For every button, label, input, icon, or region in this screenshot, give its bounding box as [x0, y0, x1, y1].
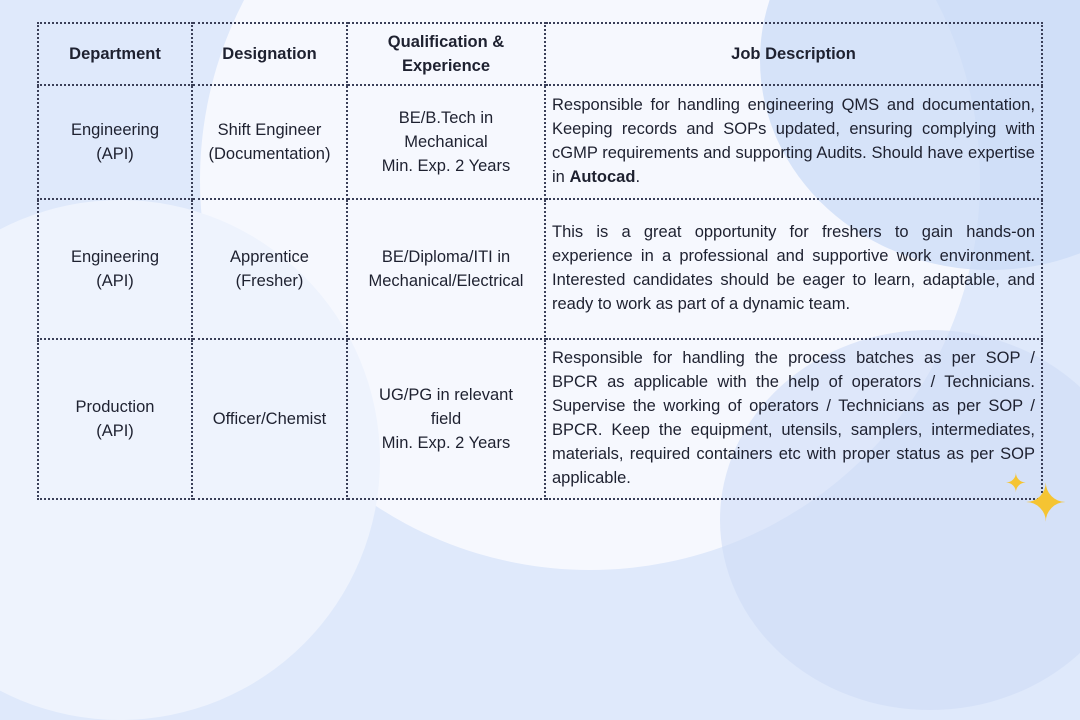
department-cell: Engineering (API) [38, 199, 192, 339]
table-header-row [38, 23, 1042, 85]
sparkle-icon: ✦ [1005, 468, 1027, 498]
table-row [38, 85, 1042, 199]
table-row [38, 339, 1042, 499]
job-description-cell: This is a great opportunity for freshers to gain hands-on experience in a professional and supportive work environment. Interested candidates should be eager to learn, adaptable, and ready to work as part of a dynamic team. [545, 199, 1042, 339]
table-row [38, 199, 1042, 339]
job-description-cell: Responsible for handling engineering QMS and documentation, Keeping records and SOPs updated, ensuring complying with cGMP requirements and supporting Audits. Should have expertise in Autocad. [545, 85, 1042, 199]
department-cell: Production (API) [38, 339, 192, 499]
qualification-cell: BE/B.Tech in Mechanical Min. Exp. 2 Years [347, 85, 545, 199]
header-qualification: Qualification & Experience [347, 23, 545, 85]
designation-cell: Apprentice (Fresher) [192, 199, 347, 339]
header-job-description: Job Description [545, 23, 1042, 85]
qualification-cell: UG/PG in relevant field Min. Exp. 2 Years [347, 339, 545, 499]
job-openings-table [37, 22, 1043, 500]
designation-cell: Shift Engineer (Documentation) [192, 85, 347, 199]
designation-cell: Officer/Chemist [192, 339, 347, 499]
sparkle-icon: ✦ [1024, 475, 1068, 533]
qualification-cell: BE/Diploma/ITI in Mechanical/Electrical [347, 199, 545, 339]
job-description-cell: Responsible for handling the process batches as per SOP / BPCR as applicable with the help of operators / Technicians. Supervise the working of operators / Technicians as per SOP / BPCR. Keep the equipment, utensils, samplers, intermediates, materials, required containers etc with proper status as per SOP applicable. [545, 339, 1042, 499]
header-department: Department [38, 23, 192, 85]
header-designation: Designation [192, 23, 347, 85]
department-cell: Engineering (API) [38, 85, 192, 199]
skill-highlight: Autocad [569, 168, 636, 186]
